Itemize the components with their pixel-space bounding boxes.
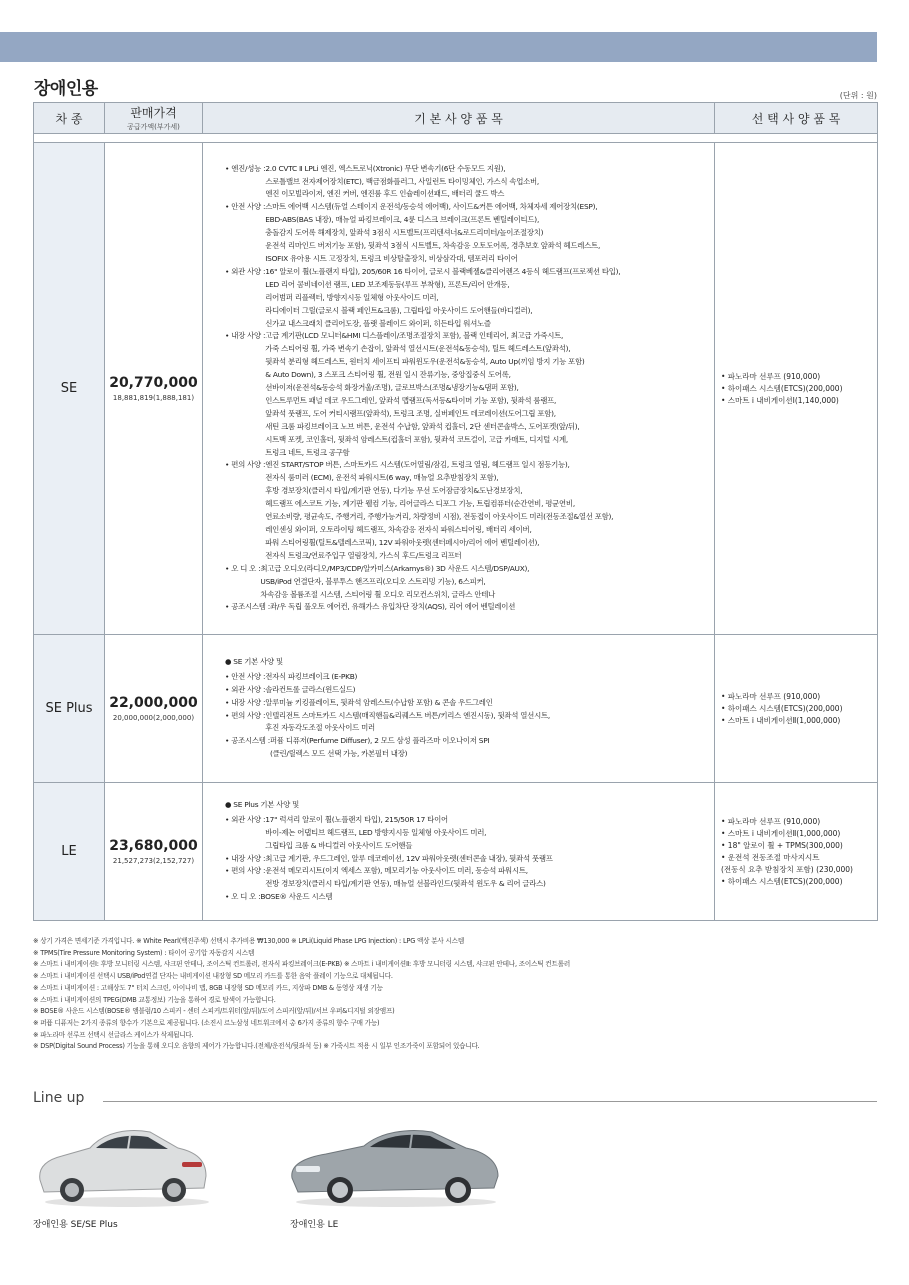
footnote-line: ※ 파노라마 선루프 선택시 선글라스 케이스가 삭제됩니다. bbox=[33, 1030, 194, 1039]
spec-line: 전자식 파킹브레이크 (E-PKB) bbox=[265, 671, 358, 681]
option-item: • 파노라마 선루프 (910,000) bbox=[721, 371, 821, 381]
spec-line: 라디에이터 그릴(글로시 블랙 페인트&크롬), 그립타입 아웃사이드 도어핸들(바디컬러), bbox=[265, 305, 533, 315]
spec-section bbox=[225, 865, 704, 891]
spec-line: (클린/릴렉스 모드 선택 가능, 카본필터 내장) bbox=[270, 749, 408, 759]
spec-line: 전자식 룸미러 (ECM), 운전석 파워시트(6 way, 매뉴얼 요추받침장치 포함), bbox=[265, 473, 499, 483]
option-item: • 스마트 i 내비게이션Ⅱ(1,000,000) bbox=[721, 715, 841, 725]
spec-section-label: • 공조시스템 : bbox=[225, 736, 270, 746]
header-price-label: 판매가격 bbox=[130, 106, 177, 120]
footnote-line: ※ 퍼퓸 디퓨저는 2가지 종류의 향수가 기본으로 제공됩니다. (소진시 르노삼성 네트워크에서 총 6가지 종류의 향수 구매 가능) bbox=[33, 1018, 380, 1027]
spec-table-body bbox=[34, 134, 878, 921]
spec-line: 충돌감지 도어록 해제장치, 앞좌석 3점식 시트벨트(프리텐셔너&로드리미터/높이조절장치) bbox=[265, 228, 544, 238]
spec-section-label: • 엔진/성능 : bbox=[225, 163, 266, 173]
spec-line: 엔진 START/STOP 버튼, 스마트카드 시스템(도어열림/잠김, 트렁크 열림, 헤드램프 일시 점등기능), bbox=[265, 460, 570, 470]
table-header-row bbox=[34, 103, 878, 134]
option-spec-cell bbox=[715, 635, 878, 783]
spec-line: 바이-제논 어댑티브 헤드램프, LED 방향지시등 일체형 아웃사이드 미러, bbox=[265, 827, 487, 837]
footnote-line: ※ BOSE® 사운드 시스템(BOSE® 앰블럼/10 스피커 - 센터 스피커/트위터(앞/뒤)/도어 스피커(앞/뒤)/서브 우퍼&디지털 외장앰프) bbox=[33, 1007, 395, 1016]
lineup-divider bbox=[103, 1101, 877, 1102]
basic-spec-cell bbox=[203, 783, 715, 921]
spec-line: 차속감응 볼륨조절 시스템, 스티어링 휠 오디오 리모컨스위치, 글라스 안테나 bbox=[260, 589, 495, 599]
spec-section bbox=[225, 684, 704, 697]
spec-section bbox=[225, 563, 704, 602]
option-spec-cell bbox=[715, 143, 878, 635]
footnote-line: ※ 스마트 i 내비게이션의 TPEG(DMB 교통정보) 기능을 통하여 경로 탐색이 가능합니다. bbox=[33, 995, 276, 1004]
option-item: • 파노라마 선루프 (910,000) bbox=[721, 691, 821, 701]
price-value: 20,770,000 bbox=[109, 375, 198, 391]
spec-section-label: • 외관 사양 : bbox=[225, 814, 266, 824]
spec-line: 운전석 리마인드 버저기능 포함), 뒷좌석 3점식 시트벨트, 차속감응 오토도어록, 경추보호 앞좌석 헤드레스트, bbox=[265, 241, 601, 251]
price-value: 23,680,000 bbox=[109, 838, 198, 854]
spec-line: 인텔리전트 스마트카드 시스템(매직핸들&리퀘스트 버튼/키리스 엔진시동), 뒷좌석 열선시트, bbox=[265, 710, 550, 720]
spec-line: 최고급 오디오(라디오/MP3/CDP/알카미스(Arkamys®) 3D 사운드 시스템/DSP/AUX), bbox=[260, 563, 530, 573]
spec-line: ISOFIX 유아용 시트 고정장치, 트렁크 비상탈출장치, 비상삼각대, 템포러리 타이어 bbox=[265, 253, 518, 263]
spec-line: EBD-ABS(BAS 내장), 매뉴얼 파킹브레이크, 4륜 디스크 브레이크(프론트 벤틸레이티드), bbox=[265, 215, 540, 225]
spec-line: 선바이저(운전석&동승석 화장거울/조명), 글로브박스(조명&냉장기능&댐퍼 포함), bbox=[265, 383, 519, 393]
price-cell bbox=[105, 635, 203, 783]
spec-line: 앞좌석 풋램프, 도어 커티시램프(앞좌석), 트렁크 조명, 실버페인트 데코레이션(도어그립 포함), bbox=[265, 408, 556, 418]
footnote-line: ※ 스마트 i 내비게이션Ⅰ: 후방 모니터링 시스템, 샤크핀 안테나, 조이스틱 컨트롤러, 전자식 파킹브레이크(E-PKB) ※ 스마트 i 내비게이션Ⅱ: 후방 모니터링 시스템, 샤크핀 안테나, 조이스틱 컨트롤러 bbox=[33, 960, 570, 969]
option-item: • 운전석 전동조절 마사지시트 bbox=[721, 852, 820, 862]
spec-section bbox=[225, 163, 704, 202]
price-supply: 21,527,273(2,152,727) bbox=[112, 857, 195, 865]
spec-line: 17" 럭셔리 알로이 휠(노플랜지 타입), 215/50R 17 타이어 bbox=[265, 814, 448, 824]
spec-section bbox=[225, 601, 704, 614]
page-title: 장애인용 bbox=[34, 79, 98, 99]
spec-line: 연료소비량, 평균속도, 주행거리, 주행가능거리, 차량정비 시점), 전동접이 아웃사이드 미러(전동조절&열선 포함), bbox=[265, 512, 614, 522]
spec-line: 신가교 내스크래치 클리어도장, 플랫 블레이드 와이퍼, 히든타입 워셔노즐 bbox=[265, 318, 491, 328]
option-spec-cell bbox=[715, 783, 878, 921]
spec-line: 스마트 에어백 시스템(듀얼 스테이지 운전석/동승석 에어백), 사이드&커튼 에어백, 차체자세 제어장치(ESP), bbox=[265, 202, 598, 212]
spec-line: 고급 계기판(LCD 모니터&HMI 디스플레이/조명조절장치 포함), 블랙 인테리어, 최고급 가죽시트, bbox=[265, 331, 564, 341]
lineup-title: Line up bbox=[33, 1090, 85, 1106]
spec-section bbox=[225, 853, 704, 866]
spec-line: 새틴 크롬 파킹브레이크 노브 버튼, 운전석 수납함, 앞좌석 컵홀더, 2단 센터콘솔박스, 도어포켓(앞/뒤), bbox=[265, 421, 580, 431]
spec-section-label: • 편의 사양 : bbox=[225, 710, 266, 720]
spec-line: 가죽 스티어링 휠, 가죽 변속기 손잡이, 앞좌석 열선시트(운전석&동승석), 틸트 헤드레스트(앞좌석), bbox=[265, 344, 571, 354]
spec-line: 그립타입 크롬 & 바디컬러 아웃사이드 도어핸들 bbox=[265, 840, 413, 850]
spec-lead: ● SE 기본 사양 및 bbox=[225, 656, 283, 666]
spec-section bbox=[225, 710, 704, 736]
model-name: LE bbox=[34, 783, 105, 921]
spec-section-label: • 외관 사양 : bbox=[225, 684, 266, 694]
spec-line: 좌/우 독립 풀오토 에어컨, 유해가스 유입차단 장치(AQS), 리어 에어 벤틸레이션 bbox=[270, 602, 516, 612]
header-price bbox=[105, 103, 203, 134]
footnote-line: ※ DSP(Digital Sound Process) 기능을 통해 오디오 음향의 제어가 가능합니다.(전체/운전석/뒷좌석 등) ※ 가죽시트 적용 시 일부 인조가죽이 포함되어 있습니다. bbox=[33, 1042, 480, 1051]
spec-line: 리어범퍼 리플렉터, 방향지시등 일체형 아웃사이드 미러, bbox=[265, 292, 439, 302]
footnote-line: ※ TPMS(Tire Pressure Monitoring System) : 타이어 공기압 자동감지 시스템 bbox=[33, 948, 255, 957]
model-name: SE Plus bbox=[34, 635, 105, 783]
spec-line: 스로틀밸브 전자제어장치(ETC), 백금점화플러그, 사일런트 타이밍체인, 가스식 속업소버, bbox=[265, 176, 540, 186]
spec-section-label: • 오 디 오 : bbox=[225, 892, 261, 902]
header-price-sub: 공급가액(부가세) bbox=[127, 123, 180, 131]
table-row bbox=[34, 783, 878, 921]
header-gap-row bbox=[34, 134, 878, 143]
spec-section bbox=[225, 891, 704, 904]
spec-line: USB/iPod 연결단자, 블루투스 핸즈프리(오디오 스트리밍 기능), 6스피커, bbox=[260, 576, 486, 586]
header-model: 차 종 bbox=[34, 103, 105, 134]
footnote-line: ※ 상기 가격은 면세기준 가격입니다. ※ White Pearl(백진주색) 선택시 추가비용 ₩130,000 ※ LPLi(Liquid Phase LPG Injection) : LPG 액상 분사 시스템 bbox=[33, 937, 464, 945]
table-row bbox=[34, 635, 878, 783]
spec-line: 레인센싱 와이퍼, 오토라이팅 헤드램프, 차속감응 전자식 파워스티어링, 배터리 세이버, bbox=[265, 525, 532, 535]
spec-line: 뒷좌석 분리형 헤드레스트, 원터치 세이프티 파워윈도우(운전석&동승석, Auto Up(끼임 방지 기능 포함) bbox=[265, 357, 585, 367]
spec-line: 16" 알로이 휠(노플랜지 타입), 205/60R 16 타이어, 글로시 블랙베젤&클리어렌즈 4등식 헤드램프(프로젝션 타입), bbox=[265, 266, 621, 276]
footnotes bbox=[33, 936, 883, 1053]
spec-line: LED 리어 콤비네이션 램프, LED 보조제동등(루프 부착형), 프론트/리어 안개등, bbox=[265, 279, 510, 289]
car-image-le bbox=[286, 1118, 504, 1210]
spec-section-label: • 공조시스템 : bbox=[225, 602, 270, 612]
spec-line: 전방 경보장치(클러시 타입/계기판 연동), 매뉴얼 선블라인드(뒷좌석 윈도우 & 리어 글라스) bbox=[265, 879, 546, 889]
spec-line: 2.0 CVTC Ⅱ LPLi 엔진, 엑스트로닉(Xtronic) 무단 변속기(6단 수동모드 지원), bbox=[265, 163, 506, 173]
top-color-bar bbox=[0, 32, 877, 62]
option-item: (전동식 요추 받침장치 포함) (230,000) bbox=[721, 864, 853, 874]
spec-section bbox=[225, 459, 704, 562]
spec-line: 인스트루먼트 패널 데코 우드그레인, 앞좌석 맵램프(독서등&타이머 기능 포함), 뒷좌석 룸램프, bbox=[265, 395, 557, 405]
spec-section-label: • 내장 사양 : bbox=[225, 331, 266, 341]
spec-section-label: • 편의 사양 : bbox=[225, 866, 266, 876]
option-item: • 하이패스 시스템(ETCS)(200,000) bbox=[721, 703, 843, 713]
spec-line: 최고급 계기판, 우드그레인, 알루 데코레이션, 12V 파워아웃렛(센터콘솔 내장), 뒷좌석 풋램프 bbox=[265, 853, 553, 863]
spec-section-label: • 안전 사양 : bbox=[225, 202, 266, 212]
option-item: • 스마트 i 내비게이션Ⅰ(1,140,000) bbox=[721, 395, 839, 405]
spec-line: 운전석 메모리시트(이지 엑세스 포함), 메모리기능 아웃사이드 미러, 동승석 파워시트, bbox=[265, 866, 528, 876]
table-row bbox=[34, 143, 878, 635]
spec-line: 파워 스티어링휠(틸트&텔레스코픽), 12V 파워아웃렛(센터페시아/리어 에어 벤틸레이션), bbox=[265, 537, 540, 547]
spec-section-label: • 편의 사양 : bbox=[225, 460, 266, 470]
price-supply: 18,881,819(1,888,181) bbox=[112, 394, 195, 402]
spec-section bbox=[225, 266, 704, 331]
spec-line: 후진 자동각도조절 아웃사이드 미러 bbox=[265, 723, 375, 733]
price-value: 22,000,000 bbox=[109, 695, 198, 711]
unit-label: (단위 : 원) bbox=[839, 91, 877, 100]
spec-line: 알루미늄 키킹플레이트, 뒷좌석 암레스트(수납함 포함) & 콘솔 우드그레인 bbox=[265, 697, 493, 707]
spec-section bbox=[225, 671, 704, 684]
spec-section-label: • 외관 사양 : bbox=[225, 266, 266, 276]
header-option: 선 택 사 양 품 목 bbox=[715, 103, 878, 134]
spec-section-label: • 내장 사양 : bbox=[225, 853, 266, 863]
price-cell bbox=[105, 783, 203, 921]
car-label-se: 장애인용 SE/SE Plus bbox=[33, 1220, 118, 1230]
spec-line: 헤드램프 에스코트 기능, 계기판 웰컴 기능, 리어글라스 디포그 기능, 트립컴퓨터(순간연비, 평균연비, bbox=[265, 499, 575, 509]
spec-section bbox=[225, 330, 704, 459]
spec-section-label: • 내장 사양 : bbox=[225, 697, 266, 707]
option-item: • 하이패스 시스템(ETCS)(200,000) bbox=[721, 383, 843, 393]
basic-spec-cell bbox=[203, 143, 715, 635]
car-image-se bbox=[32, 1118, 212, 1210]
spec-section bbox=[225, 697, 704, 710]
basic-spec-cell bbox=[203, 635, 715, 783]
option-item: • 스마트 i 내비게이션Ⅱ(1,000,000) bbox=[721, 828, 841, 838]
footnote-line: ※ 스마트 i 내비게이션 : 고해상도 7" 터치 스크린, 아이나비 맵, 8GB 내장형 SD 메모리 카드, 지상파 DMB & 동영상 재생 기능 bbox=[33, 983, 383, 992]
option-item: • 18" 알로이 휠 + TPMS(300,000) bbox=[721, 840, 843, 850]
spec-line: BOSE® 사운드 시스템 bbox=[260, 892, 333, 902]
spec-line: 퍼퓸 디퓨저(Perfume Diffuser), 2 모드 삼성 플라즈마 이오나이저 SPI bbox=[270, 736, 490, 746]
spec-section-label: • 안전 사양 : bbox=[225, 671, 266, 681]
spec-table bbox=[33, 102, 878, 921]
spec-section bbox=[225, 814, 704, 853]
spec-line: 엔진 이모빌라이저, 엔진 커버, 엔진룸 후드 인슐레이션패드, 배터리 쿨드 박스 bbox=[265, 189, 505, 199]
spec-section bbox=[225, 735, 704, 761]
spec-section bbox=[225, 201, 704, 266]
spec-line: 시트백 포켓, 코인홀더, 뒷좌석 암레스트(컵홀더 포함), 뒷좌석 코트걸이, 고급 카매트, 디지털 시계, bbox=[265, 434, 568, 444]
spec-line: 전자식 트렁크/연료주입구 열림장치, 가스식 후드/트렁크 리프터 bbox=[265, 550, 462, 560]
option-item: • 하이패스 시스템(ETCS)(200,000) bbox=[721, 876, 843, 886]
price-cell bbox=[105, 143, 203, 635]
spec-line: 트렁크 네트, 트렁크 공구함 bbox=[265, 447, 350, 457]
model-name: SE bbox=[34, 143, 105, 635]
header-basic: 기 본 사 양 품 목 bbox=[203, 103, 715, 134]
spec-line: 솔라컨트롤 글라스(윈드실드) bbox=[265, 684, 356, 694]
car-label-le: 장애인용 LE bbox=[290, 1220, 339, 1230]
spec-line: & Auto Down), 3 스포크 스티어링 휠, 전원 일시 잔류기능, 중앙집중식 도어록, bbox=[265, 370, 511, 380]
option-item: • 파노라마 선루프 (910,000) bbox=[721, 816, 821, 826]
spec-line: 후방 경보장치(클러시 타입/계기판 연동), 다기능 무선 도어잠금장치&도난경보장치, bbox=[265, 486, 523, 496]
spec-lead: ● SE Plus 기본 사양 및 bbox=[225, 799, 300, 809]
price-supply: 20,000,000(2,000,000) bbox=[112, 714, 195, 722]
footnote-line: ※ 스마트 i 내비게이션 선택시 USB/iPod연결 단자는 내비게이션 내장형 SD 메모리 카드를 통한 음악 플레이 기능으로 대체됩니다. bbox=[33, 972, 393, 981]
spec-section-label: • 오 디 오 : bbox=[225, 563, 261, 573]
